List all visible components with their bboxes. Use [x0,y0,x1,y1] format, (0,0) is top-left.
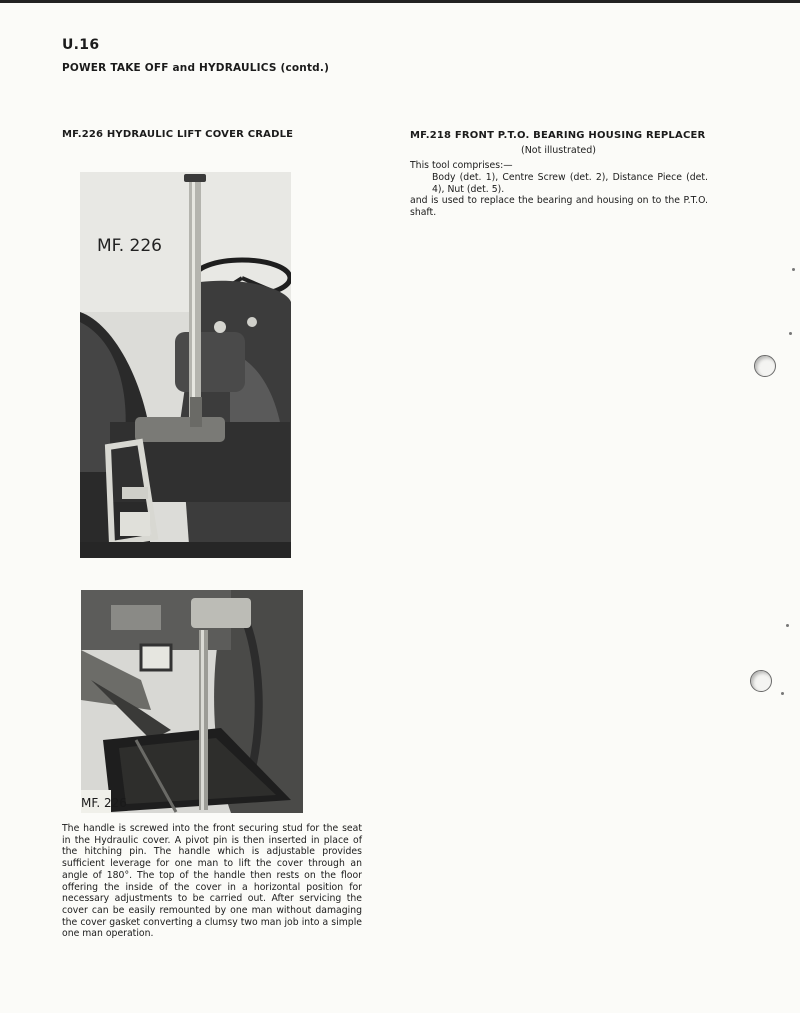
punch-hole-lower [750,670,772,692]
paper-speck [789,332,792,335]
mf218-parts-list: Body (det. 1), Centre Screw (det. 2), Distance Piece (det. 4), Nut (det. 5). [432,171,708,195]
mf218-description [410,160,708,219]
tool-heading-mf218: MF.218 FRONT P.T.O. BEARING HOUSING REPLACER [410,130,706,141]
paper-speck [786,624,789,627]
mf226-description: The handle is screwed into the front securing stud for the seat in the Hydraulic cover. A pivot pin is then inserted in place of the hitching pin. The handle which is adjustable provides sufficient leverage for one man to lift the cover through an angle of 180°. The top of the handle then rests on the floor offering the inside of the cover in a horizontal position for necessary adjustments to be carried out. After servicing the cover can be easily remounted by one man without damaging the cover gasket converting a clumsy two man job into a simple one man operation. [62,823,362,940]
paper-speck [781,692,784,695]
punch-hole-upper [754,355,776,377]
section-title: POWER TAKE OFF and HYDRAULICS (contd.) [62,62,330,74]
mf218-usage: and is used to replace the bearing and housing on to the P.T.O. shaft. [410,195,708,219]
photo1-tool-label: MF. 226 [97,236,162,256]
photo2-tool-label: MF. 226 [81,796,127,810]
tool-heading-mf226: MF.226 HYDRAULIC LIFT COVER CRADLE [62,129,294,140]
paper-speck [792,268,795,271]
not-illustrated-note: (Not illustrated) [520,145,597,156]
photo-lift-cover-cradle-raised [81,590,303,813]
top-border-line [0,0,800,3]
mf218-intro: This tool comprises:— [410,160,513,171]
photo-lift-cover-cradle-mounted [80,172,291,558]
page-code: U.16 [62,37,100,53]
